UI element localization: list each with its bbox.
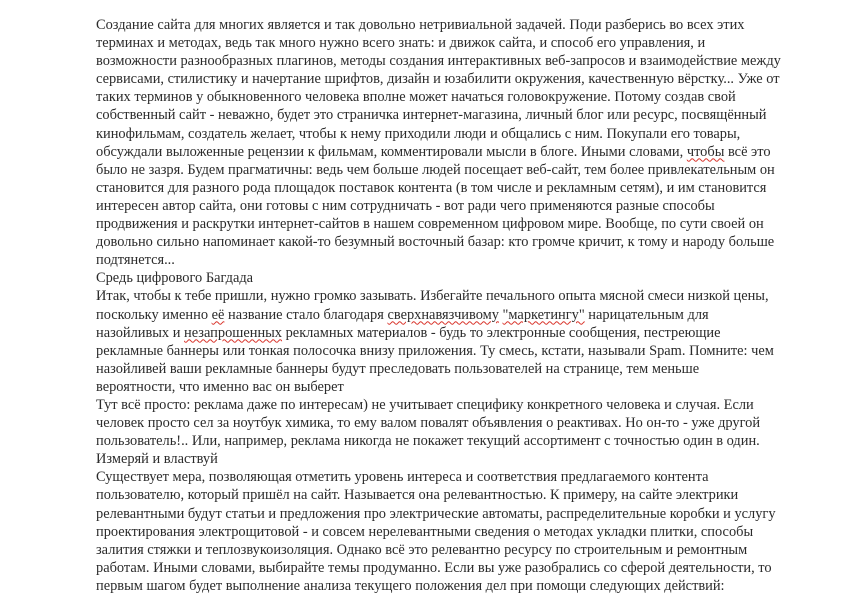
intro-paragraph bbox=[96, 16, 782, 269]
ads-paragraph: Тут всё просто: реклама даже по интересам) не учитывает специфику конкретного человека и случая. Если человек просто сел за ноутбук химика, то ему валом повалят объявления о реактивах. Но он-то - уже другой пользователь!.. Или, например, реклама никогда не покажет текущий ассортимент с точностью один в один. bbox=[96, 396, 761, 450]
spam-paragraph bbox=[96, 287, 782, 396]
section-heading-baghdad: Средь цифрового Багдада bbox=[96, 270, 254, 287]
misspelled-word-eyo[interactable]: её bbox=[211, 306, 225, 323]
intro-text-part-2: всё это было не зазря. Будем прагматичны: ведь чем больше людей посещает веб-сайт, тем более привлекательным он становится для разного рода площадок поставок контента (в том числе и рекламным сетям), и им становится интересен автор сайта, они готовы с ним сотрудничать - вот ради чего применяются разные способы продвижения и раскрутки интернет-сайтов в нашем современном цифровом мире. Вообще, по сути своей он довольно сильно напоминает какой-то безумный восточный базар: кто громче кричит, к тому и народу больше подтянется... bbox=[96, 143, 775, 269]
section-heading-measure: Измеряй и властвуй bbox=[96, 451, 218, 468]
misspelled-word-chtoby[interactable]: чтобы bbox=[686, 143, 725, 160]
relevance-paragraph: Существует мера, позволяющая отметить уровень интереса и соответствия предлагаемого контента пользователю, который пришёл на сайт. Называется она релевантностью. К примеру, на сайте электрики релевантными будут статьи и предложения про электрические автоматы, распределительные коробки и услугу проектирования электрощитовой - и совсем нерелевантными сведения о методах укладки плитки, способы залития стяжки и теплозвукоизоляция. Однако всё это релевантно ресурсу по строительным и ремонтным работам. Иными словами, выбирайте темы продуманно. Если вы уже разобрались со сферой деятельности, то первым шагом будет выполнение анализа текущего положения дел при помощи следующих действий: bbox=[96, 469, 776, 594]
spam-text-part-5: рекламных материалов - будь то электронные сообщения, пестреющие рекламные баннеры или тонкая полосочка внизу приложения. Ту смесь, кстати, называли Spam. Помните: чем назойливей ваши рекламные баннеры будут преследовать пользователей на странице, тем меньше вероятности, что именно вас он выберет bbox=[96, 324, 774, 395]
spam-text-part-1: Итак, чтобы к тебе пришли, нужно громко зазывать. Избегайте печального опыта мясной смеси низкой цены, поскольку именно bbox=[96, 288, 769, 323]
misspelled-word-sverkhnavyazchivomu[interactable]: сверхнавязчивому bbox=[387, 306, 499, 323]
spam-text-part-2: название стало благодаря bbox=[224, 306, 388, 323]
spam-text-part-4: нарицательным для назойливых и bbox=[96, 306, 709, 341]
intro-text-part-1: Создание сайта для многих является и так довольно нетривиальной задачей. Поди разберись во всех этих терминах и методах, ведь так много нужно всего знать: и движок сайта, и способ его управления, и возможности разнообразных плагинов, методы создания интерактивных веб-запросов и взаимодействие между сервисами, стилистику и начертание шрифтов, дизайн и юзабилити окружения, качественную вёрстку... Уже от таких терминов у обыкновенного человека вполне может начаться головокружение. Потому создав свой собственный сайт - неважно, будет это страничка интернет-магазина, личный блог или ресурс, посвящённый кинофильмам, создатель желает, чтобы к нему приходили люди и общались с ним. Покупали его товары, обсуждали выложенные рецензии к фильмам, комментировали мысли в блоге. Иными словами, bbox=[96, 17, 781, 160]
misspelled-word-nezaproshennykh[interactable]: незапрошенных bbox=[184, 324, 283, 341]
misspelled-word-marketingu[interactable]: "маркетингу" bbox=[502, 306, 585, 323]
document-body bbox=[96, 16, 782, 595]
